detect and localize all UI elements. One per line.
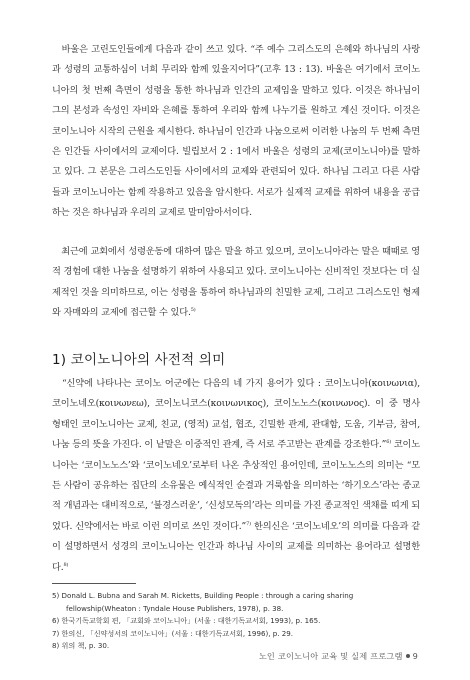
paragraph-3-text-c: 한의신은 ‘코이노네오’의 의미를 다음과 같이 설명하면서 성경의 코이노니아는 인간과 하나님 사이의 교제를 의미하는 용어라고 설명한다. [52,520,420,573]
footnote-list [52,590,420,653]
body-paragraph-3 [52,374,420,578]
footnote-ref-8: 8) [63,561,69,568]
body-paragraph-2 [52,242,420,324]
section-heading: 1) 코이노니아의 사전적 의미 [52,352,226,368]
body-paragraph-1 [52,40,420,224]
footnote-ref-7: 7) [246,520,251,527]
paragraph-2-text: 최근에 교회에서 성령운동에 대하여 많은 말을 하고 있으며, 코이노니아라는 말은 때때로 영적 경험에 대한 나눔을 설명하기 위하여 사용되고 있다. 코이노니아는 신비적인 것보다는 더 실제적인 것을 의미하므로, 이는 성령을 통하여 하나님과의 친밀한 교제, 그리고 그리스도인 형제와 자매와의 교제에 접근할 수 있다. [52,246,420,319]
footnote-item: 6) 한국기독교학회 편, 「교회와 코이노니아」(서울 : 대한기독교서회, 1993), p. 165. [52,616,321,626]
footnote-ref-6: 6) [386,439,392,446]
bullet-dot-icon [406,654,410,658]
page-footer [259,651,418,662]
footnote-item: 5) Donald L. Bubna and Sarah M. Ricketts, Building People : through a caring sharing fellowship(Wheaton : Tyndale House Publishers, 1978), p. 38. [52,591,354,613]
footnote-item: 7) 한의신, 「신약성서의 코이노니아」(서울 : 대한기독교서회, 1996), p. 29. [52,628,294,638]
footnote-divider [52,583,136,584]
paragraph-3-text-b: 코이노니아는 ‘코이노노스’와 ‘코이노네오’로부터 나온 추상적인 용어인데, 코이노노스의 의미는 “모든 사람이 공유하는 집단의 소유물은 예식적인 순결과 거룩함을 의미하는 ‘하기오스’라는 종교적 개념과는 대비적으로, ‘불경스러운’, ‘신성모독의’라는 의미를 가진 종교적인 색채를 띠게 되었다. 신약에서는 바로 이런 의미로 쓰인 것이다.” [52,439,420,532]
running-title: 노인 코이노니아 교육 및 실제 프로그램 [258,651,403,661]
paragraph-1-text: 바울은 고린도인들에게 다음과 같이 쓰고 있다. “주 예수 그리스도의 은혜와 하나님의 사랑과 성령의 교통하심이 너희 무리와 함께 있을지어다”(고후 13 : 13). 바울은 여기에서 코이노니아의 첫 번째 측면이 성령을 통한 하나님과 인간의 교제임을 말하고 있다. 이것은 하나님이 그의 본성과 속성인 자비와 은혜를 통하여 우리와 함께 나누기를 원하고 계신 것이다. 이것은 코이노니아 시작의 근원을 제시한다. 하나님이 인간과 나눔으로써 이러한 나눔의 두 번째 측면은 인간들 사이에서의 교제이다. 빌립보서 2 : 1에서 바울은 성령의 교제(코이노니아)를 말하고 있다. 그 본문은 그리스도인들 사이에서의 교제와 관련되어 있다. 하나님 그리고 다른 사람들과 코이노니아는 함께 작용하고 있음을 암시한다. 서로가 실제적 교제를 위하여 내용을 공급하는 것은 하나님과 우리의 교제로 말미암아서이다. [52,44,420,219]
footnote-ref-5: 5) [190,307,196,314]
page-number: 9 [412,651,418,661]
footnote-item: 8) 위의 책, p. 30. [52,641,110,651]
paragraph-3-text-a: “신약에 나타나는 코이노 어군에는 다음의 네 가지 용어가 있다 : 코이노니아(κοινωνια), 코이노네오(κοινωνεω), 코이노니코스(κοινωνικος), 코이노노스(κοινωνος). 이 중 명사 형태인 코이노니아는 교제, 친교, (영적) 교섭, 협조, 긴밀한 관계, 관대함, 도움, 기부금, 참여, 나눔 등의 뜻을 가진다. 이 낱말은 이중적인 관계, 즉 서로 주고받는 관계를 강조한다.” [52,378,420,451]
